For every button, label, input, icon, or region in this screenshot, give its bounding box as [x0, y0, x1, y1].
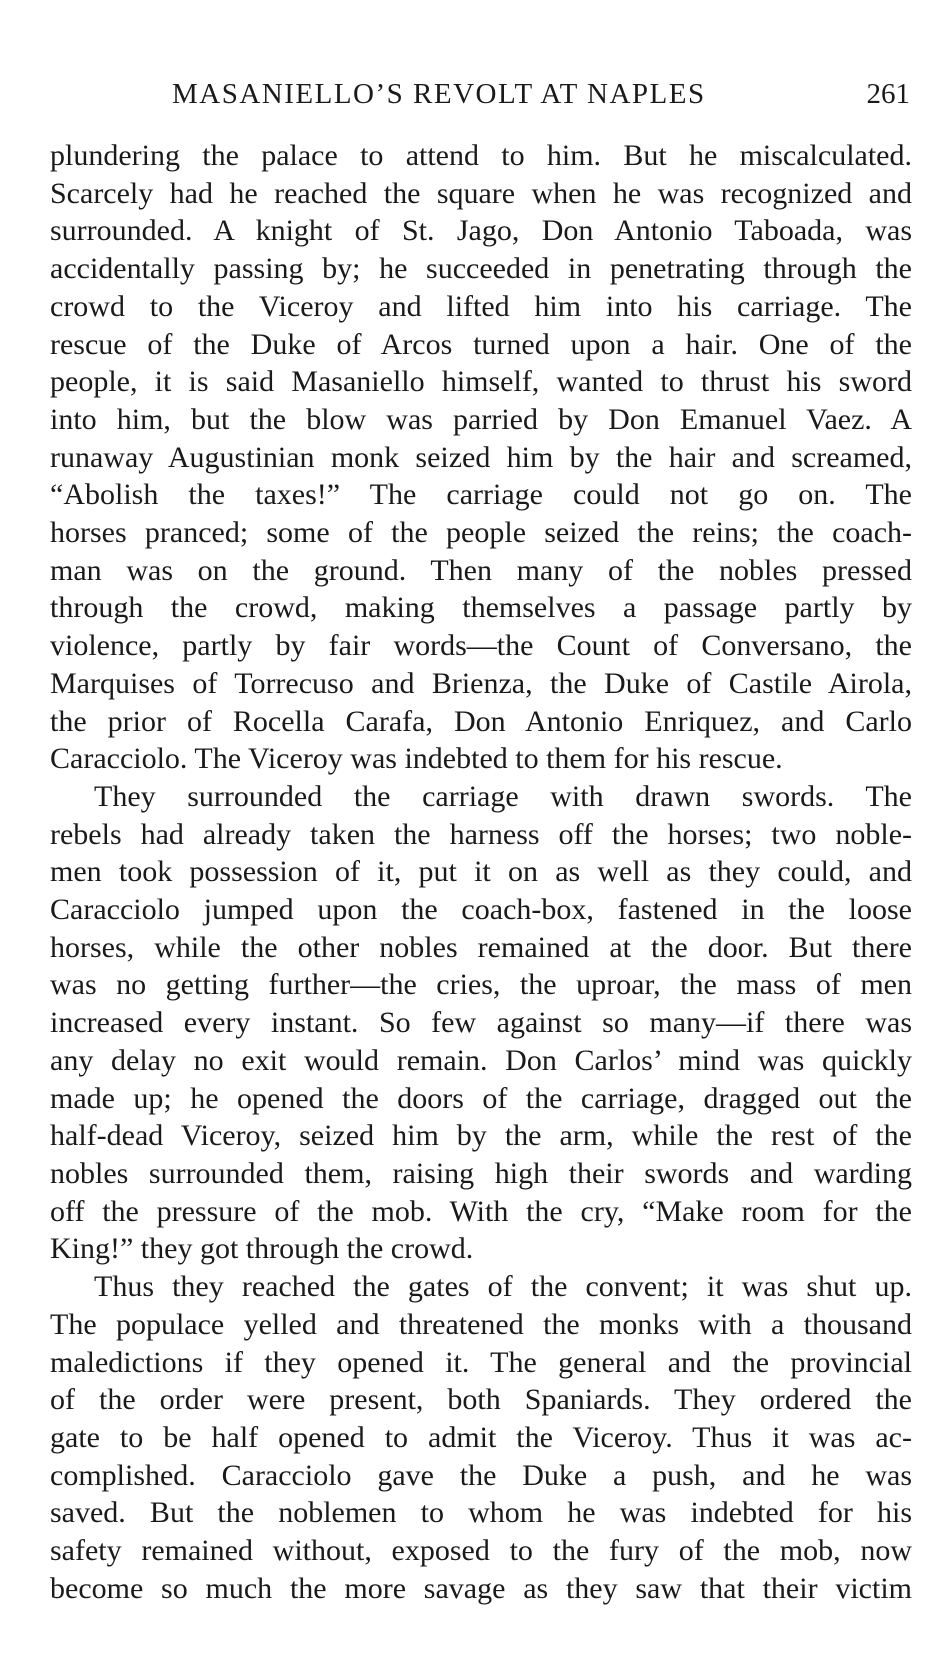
- paragraph-1: [50, 137, 912, 778]
- text-line: accidentally passing by; he succeeded in penetrating through the: [50, 252, 912, 286]
- text-line: runaway Augustinian monk seized him by the hair and screamed,: [50, 440, 912, 474]
- running-title: MASANIELLO’S REVOLT AT NAPLES: [172, 78, 706, 110]
- text-line: into him, but the blow was parried by Don Emanuel Vaez. A: [50, 402, 912, 436]
- text-line: was no getting further—the cries, the uproar, the mass of men: [50, 968, 912, 1002]
- paragraph-3: [50, 1268, 912, 1607]
- text-line: Caracciolo. The Viceroy was indebted to them for his rescue.: [50, 742, 783, 776]
- text-line: man was on the ground. Then many of the nobles pressed: [50, 553, 912, 587]
- text-line: They surrounded the carriage with drawn swords. The: [94, 779, 912, 813]
- body-text: [50, 137, 912, 1607]
- text-line: crowd to the Viceroy and lifted him into his carriage. The: [50, 289, 912, 323]
- text-line: half-dead Viceroy, seized him by the arm, while the rest of the: [50, 1119, 912, 1153]
- text-line: horses pranced; some of the people seized the reins; the coach-: [50, 516, 912, 550]
- text-line: gate to be half opened to admit the Viceroy. Thus it was ac-: [50, 1420, 912, 1454]
- text-line: people, it is said Masaniello himself, wanted to thrust his sword: [50, 365, 912, 399]
- text-line: any delay no exit would remain. Don Carlos’ mind was quickly: [50, 1043, 912, 1077]
- text-line: saved. But the noblemen to whom he was indebted for his: [50, 1496, 912, 1530]
- text-line: The populace yelled and threatened the monks with a thousand: [50, 1307, 912, 1341]
- text-line: “Abolish the taxes!” The carriage could not go on. The: [50, 478, 912, 512]
- text-line: plundering the palace to attend to him. But he miscalculated.: [50, 139, 912, 172]
- text-line: King!” they got through the crowd.: [50, 1232, 474, 1266]
- text-line: Caracciolo jumped upon the coach-box, fastened in the loose: [50, 893, 912, 927]
- text-line: off the pressure of the mob. With the cry, “Make room for the: [50, 1194, 912, 1228]
- text-line: complished. Caracciolo gave the Duke a push, and he was: [50, 1458, 912, 1492]
- paragraph-2: [50, 778, 912, 1268]
- text-line: maledictions if they opened it. The general and the provincial: [50, 1345, 912, 1379]
- text-line: rescue of the Duke of Arcos turned upon a hair. One of the: [50, 327, 912, 361]
- text-line: made up; he opened the doors of the carriage, dragged out the: [50, 1081, 912, 1115]
- text-line: increased every instant. So few against so many—if there was: [50, 1006, 912, 1040]
- page-number: 261: [866, 78, 910, 110]
- text-line: Thus they reached the gates of the convent; it was shut up.: [94, 1270, 912, 1304]
- text-line: the prior of Rocella Carafa, Don Antonio Enriquez, and Carlo: [50, 704, 912, 738]
- text-line: of the order were present, both Spaniards. They ordered the: [50, 1383, 912, 1417]
- text-line: safety remained without, exposed to the fury of the mob, now: [50, 1534, 912, 1568]
- text-line: Marquises of Torrecuso and Brienza, the Duke of Castile Airola,: [50, 666, 912, 700]
- text-line: through the crowd, making themselves a passage partly by: [50, 591, 912, 625]
- text-line: become so much the more savage as they saw that their victim: [50, 1571, 912, 1605]
- text-line: nobles surrounded them, raising high their swords and warding: [50, 1156, 912, 1190]
- text-line: surrounded. A knight of St. Jago, Don Antonio Taboada, was: [50, 214, 912, 248]
- text-line: violence, partly by fair words—the Count of Conversano, the: [50, 629, 912, 663]
- text-line: rebels had already taken the harness off the horses; two noble-: [50, 817, 912, 851]
- text-line: men took possession of it, put it on as well as they could, and: [50, 855, 912, 889]
- text-line: Scarcely had he reached the square when he was recognized and: [50, 176, 912, 210]
- text-line: horses, while the other nobles remained at the door. But there: [50, 930, 912, 964]
- running-head: [50, 72, 910, 116]
